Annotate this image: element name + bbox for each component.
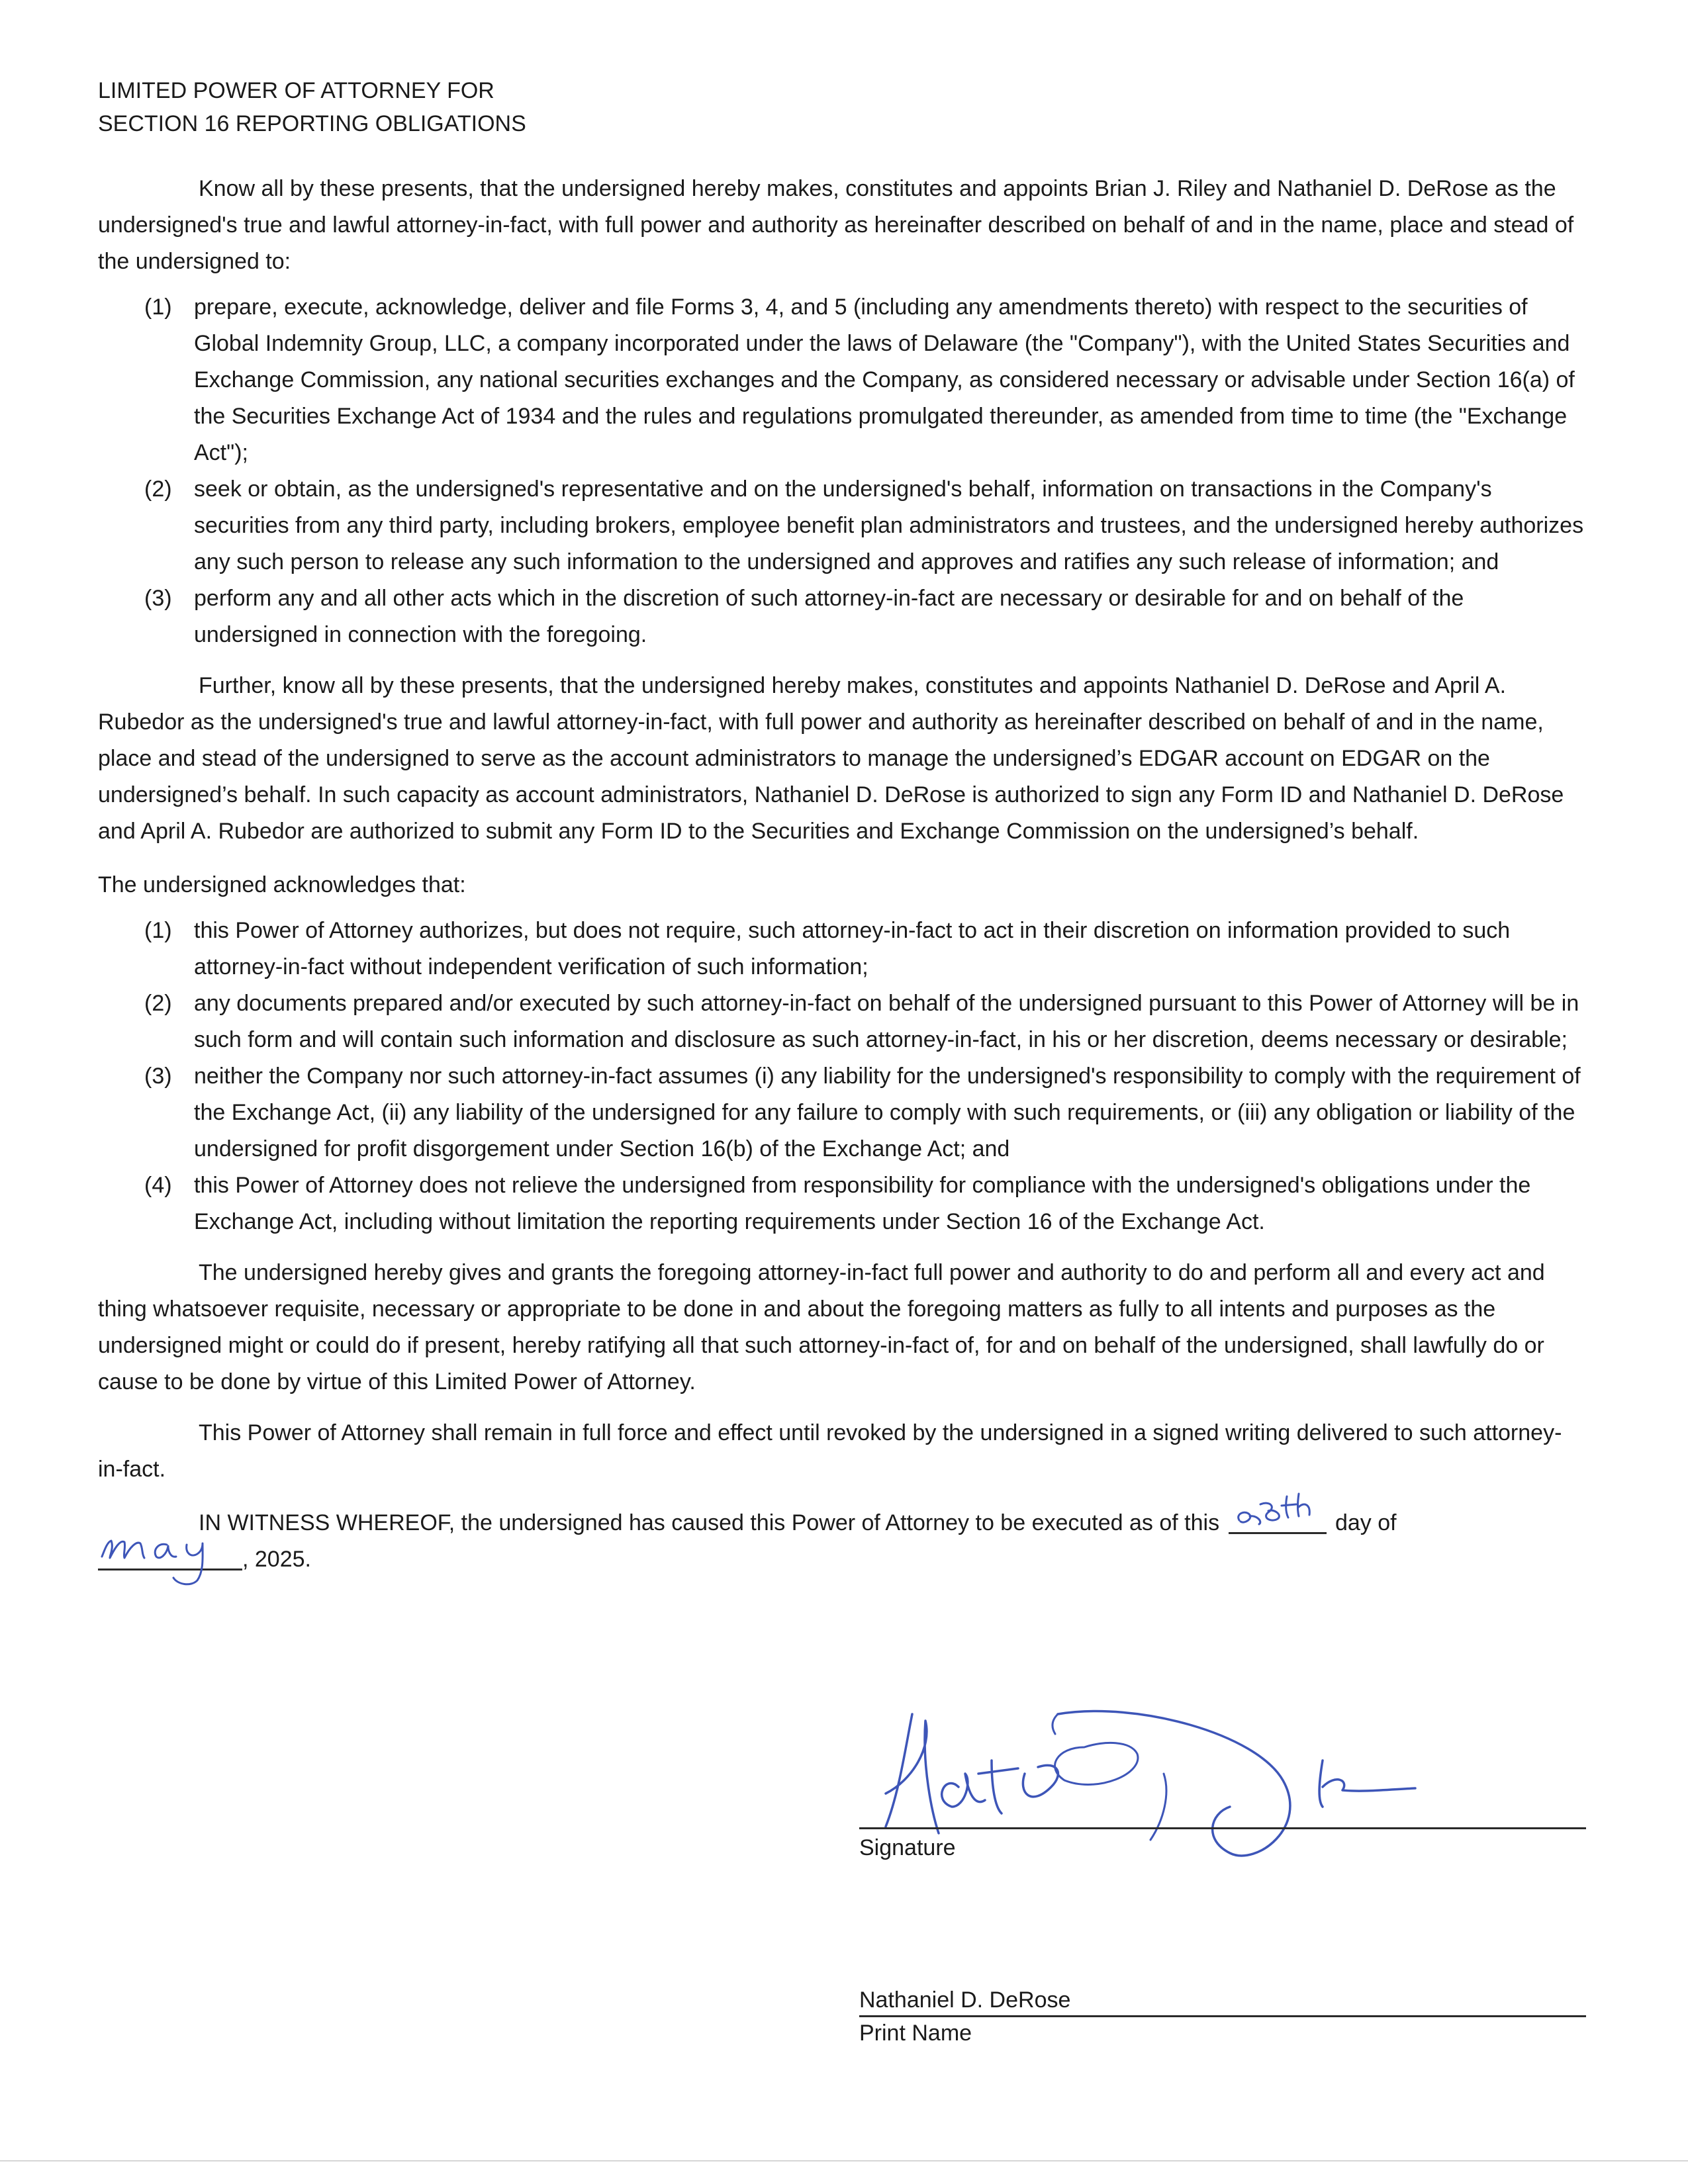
document-body xyxy=(98,74,1585,1578)
signature-line xyxy=(859,1827,1586,1829)
intro-paragraph: Know all by these presents, that the undersigned hereby makes, constitutes and appoints Brian J. Riley and Nathaniel D. DeRose as the undersigned's true and lawful attorney-in-fact, with full power and authority as hereinafter described on behalf of and in the name, place and stead of the undersigned to: xyxy=(98,176,1574,274)
remain-paragraph: This Power of Attorney shall remain in full force and effect until revoked by the undersigned in a signed writing delivered to such attorney-in-fact. xyxy=(98,1420,1562,1482)
page-edge-divider xyxy=(0,2160,1688,2161)
year-suffix: , 2025. xyxy=(242,1547,311,1572)
print-name-label: Print Name xyxy=(859,2021,972,2046)
print-name-value: Nathaniel D. DeRose xyxy=(859,1987,1071,2013)
item-number: (4) xyxy=(144,1173,172,1198)
title-line-2: SECTION 16 REPORTING OBLIGATIONS xyxy=(98,111,526,136)
item-number: (3) xyxy=(144,1064,172,1089)
print-name-line xyxy=(859,2015,1586,2017)
list-item xyxy=(144,985,1585,1058)
witness-prefix: IN WITNESS WHEREOF, the undersigned has caused this Power of Attorney to be executed as of this xyxy=(199,1510,1220,1535)
list-item xyxy=(144,580,1585,653)
title-line-1: LIMITED POWER OF ATTORNEY FOR xyxy=(98,78,494,103)
item-text: seek or obtain, as the undersigned's representative and on the undersigned's behalf, information on transactions in the Company's securities from any third party, including brokers, employee benefit plan administrators and trustees, and the undersigned hereby authorizes any such person to release any such information to the undersigned and approves and ratifies any such release of information; and xyxy=(194,477,1584,574)
signature-label: Signature xyxy=(859,1835,956,1860)
item-text: neither the Company nor such attorney-in-fact assumes (i) any liability for the undersigned's responsibility to comply with the requirement of the Exchange Act, (ii) any liability of the undersigned for any failure to comply with such requirements, or (iii) any obligation or liability of the undersigned for profit disgorgement under Section 16(b) of the Exchange Act; and xyxy=(194,1064,1581,1161)
month-blank xyxy=(98,1542,242,1570)
item-text: this Power of Attorney does not relieve the undersigned from responsibility for compliance with the undersigned's obligations under the Exchange Act, including without limitation the reporting requirements under Section 16 of the Exchange Act. xyxy=(194,1173,1531,1234)
acknowledges-heading: The undersigned acknowledges that: xyxy=(98,872,466,897)
item-text: prepare, execute, acknowledge, deliver and file Forms 3, 4, and 5 (including any amendments thereto) with respect to the securities of Global Indemnity Group, LLC, a company incorporated under the laws of Delaware (the "Company"), with the United States Securities and Exchange Commission, any national securities exchanges and the Company, as considered necessary or advisable under Section 16(a) of the Securities Exchange Act of 1934 and the rules and regulations promulgated thereunder, as amended from time to time (the "Exchange Act"); xyxy=(194,295,1575,465)
handwritten-day xyxy=(1230,1491,1329,1531)
list-item xyxy=(144,1058,1585,1167)
handwritten-signature xyxy=(859,1707,1587,1866)
item-text: this Power of Attorney authorizes, but does not require, such attorney-in-fact to act in their discretion on information provided to such attorney-in-fact without independent verification of such information; xyxy=(194,918,1511,979)
item-text: any documents prepared and/or executed by such attorney-in-fact on behalf of the undersigned pursuant to this Power of Attorney will be in such form and will contain such information and disclosure as such attorney-in-fact, in his or her discretion, deems necessary or desirable; xyxy=(194,991,1579,1052)
witness-day-suffix: day of xyxy=(1335,1510,1397,1535)
list-item xyxy=(144,913,1585,985)
handwritten-month xyxy=(98,1527,250,1600)
witness-clause xyxy=(98,1505,1585,1578)
day-blank xyxy=(1229,1506,1327,1534)
item-text: perform any and all other acts which in the discretion of such attorney-in-fact are necessary or desirable for and on behalf of the undersigned in connection with the foregoing. xyxy=(194,586,1464,647)
list-item xyxy=(144,289,1585,471)
item-number: (1) xyxy=(144,295,172,320)
item-number: (1) xyxy=(144,918,172,943)
item-number: (3) xyxy=(144,586,172,611)
item-number: (2) xyxy=(144,477,172,502)
document-title xyxy=(98,74,1585,140)
list-item xyxy=(144,1167,1585,1240)
item-number: (2) xyxy=(144,991,172,1016)
list-item xyxy=(144,471,1585,580)
grant-paragraph: The undersigned hereby gives and grants the foregoing attorney-in-fact full power and authority to do and perform all and every act and thing whatsoever requisite, necessary or appropriate to be done in and about the foregoing matters as fully to all intents and purposes as the undersigned might or could do if present, hereby ratifying all that such attorney-in-fact of, for and on behalf of the undersigned, shall lawfully do or cause to be done by virtue of this Limited Power of Attorney. xyxy=(98,1260,1545,1394)
acknowledgements-list xyxy=(98,913,1585,1240)
powers-list xyxy=(98,289,1585,653)
further-paragraph: Further, know all by these presents, that the undersigned hereby makes, constitutes and appoints Nathaniel D. DeRose and April A. Rubedor as the undersigned's true and lawful attorney-in-fact, with full power and authority as hereinafter described on behalf of and in the name, place and stead of the undersigned to serve as the account administrators to manage the undersigned’s EDGAR account on EDGAR on the undersigned’s behalf. In such capacity as account administrators, Nathaniel D. DeRose is authorized to sign any Form ID and Nathaniel D. DeRose and April A. Rubedor are authorized to submit any Form ID to the Securities and Exchange Commission on the undersigned’s behalf. xyxy=(98,673,1564,844)
